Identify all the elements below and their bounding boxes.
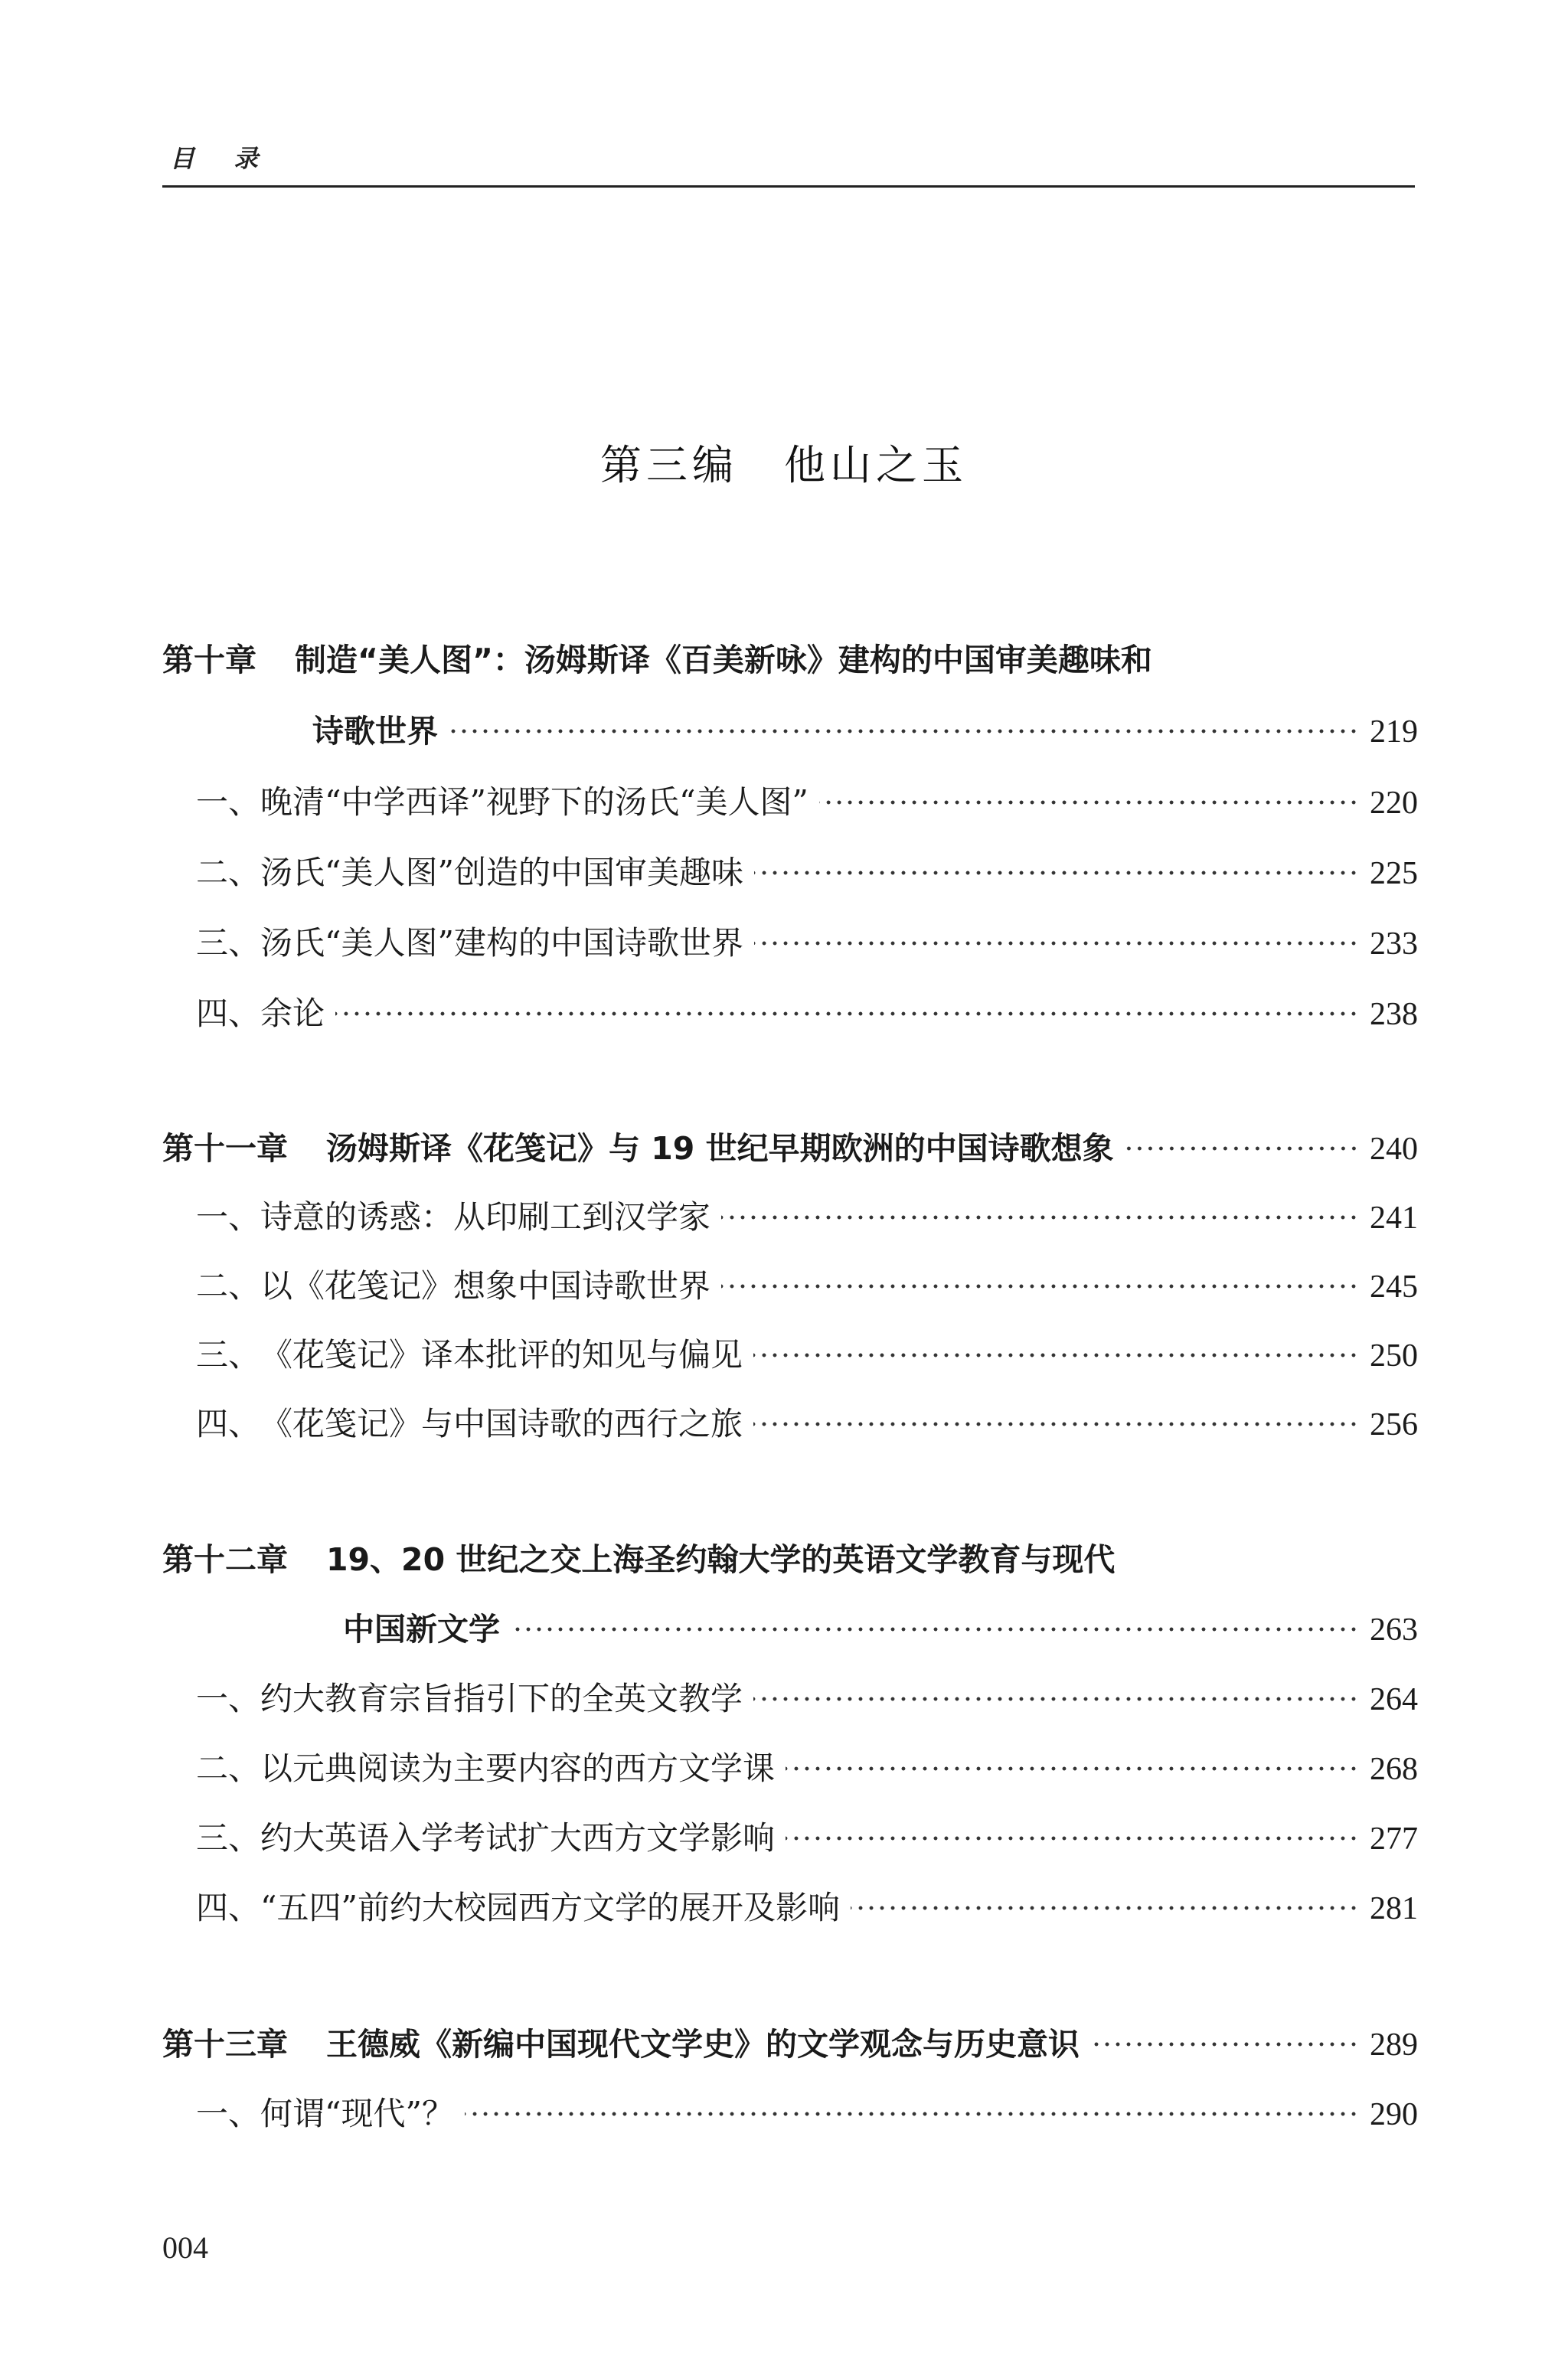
chapter-label: 第十一章 xyxy=(162,1130,288,1167)
page-ref: 225 xyxy=(1370,856,1418,891)
section-number: 三、 xyxy=(196,924,261,962)
toc-entry[interactable] xyxy=(162,2089,1418,2138)
chapter-label: 第十章 xyxy=(162,642,256,678)
toc-entry[interactable] xyxy=(162,848,1418,897)
chapter-title-cont: 中国新文学 xyxy=(343,1611,500,1648)
chapter-12-heading-cont[interactable] xyxy=(162,1605,1418,1654)
section-number: 一、 xyxy=(196,1680,261,1717)
chapter-10-heading[interactable] xyxy=(162,635,1418,684)
toc-entry[interactable] xyxy=(162,1744,1418,1793)
section-title: 以《花笺记》想象中国诗歌世界 xyxy=(260,1267,711,1305)
page-ref: 290 xyxy=(1370,2097,1418,2132)
dot-leader xyxy=(753,1415,1359,1433)
toc-entry[interactable] xyxy=(162,919,1418,968)
dot-leader xyxy=(819,793,1359,812)
section-title: 诗意的诱惑：从印刷工到汉学家 xyxy=(260,1198,711,1236)
page-ref: 277 xyxy=(1370,1821,1418,1857)
header-rule xyxy=(162,185,1415,188)
dot-leader xyxy=(754,934,1359,952)
toc-entry[interactable] xyxy=(162,989,1418,1038)
page-ref: 289 xyxy=(1370,2027,1418,2063)
dot-leader xyxy=(786,1829,1359,1847)
section-number: 四、 xyxy=(196,995,261,1032)
section-number: 二、 xyxy=(196,854,261,891)
toc-entry[interactable] xyxy=(162,1674,1418,1723)
section-title: 余论 xyxy=(260,995,325,1032)
section-title: 《花笺记》与中国诗歌的西行之旅 xyxy=(260,1405,743,1442)
section-number: 四、 xyxy=(196,1405,261,1442)
dot-leader xyxy=(721,1208,1359,1227)
page-ref: 240 xyxy=(1370,1132,1418,1167)
page-ref: 245 xyxy=(1370,1269,1418,1305)
page-ref: 238 xyxy=(1370,997,1418,1032)
page-ref: 268 xyxy=(1370,1752,1418,1787)
chapter-10-heading-cont[interactable] xyxy=(162,707,1418,756)
dot-leader xyxy=(465,2105,1359,2123)
page-number: 004 xyxy=(162,2230,208,2265)
section-number: 一、 xyxy=(196,2095,261,2132)
toc-entry[interactable] xyxy=(162,1883,1418,1932)
toc-entry[interactable] xyxy=(162,1331,1418,1380)
page-ref: 264 xyxy=(1370,1682,1418,1717)
page-ref: 256 xyxy=(1370,1407,1418,1442)
dot-leader xyxy=(754,864,1359,882)
dot-leader xyxy=(335,1005,1359,1023)
section-title: 汤氏“美人图”创造的中国审美趣味 xyxy=(260,854,743,891)
section-title: 何谓“现代”？ xyxy=(260,2095,454,2132)
dot-leader xyxy=(1125,1139,1359,1158)
chapter-label: 第十二章 xyxy=(162,1541,288,1578)
section-title: 约大英语入学考试扩大西方文学影响 xyxy=(260,1819,776,1857)
section-number: 四、 xyxy=(196,1889,261,1926)
section-title: “五四”前约大校园西方文学的展开及影响 xyxy=(260,1889,840,1926)
dot-leader xyxy=(721,1277,1359,1295)
section-number: 三、 xyxy=(196,1819,261,1857)
part-number: 第三编 xyxy=(600,441,738,489)
dot-leader xyxy=(753,1346,1359,1364)
section-number: 三、 xyxy=(196,1336,261,1374)
toc-entry[interactable] xyxy=(162,1814,1418,1863)
section-number: 一、 xyxy=(196,1198,261,1236)
running-header: 目 录 xyxy=(170,144,274,173)
chapter-13-heading[interactable] xyxy=(162,2020,1418,2069)
section-number: 二、 xyxy=(196,1267,261,1305)
chapter-title: 王德威《新编中国现代文学史》的文学观念与历史意识 xyxy=(326,2026,1080,2063)
chapter-12-heading[interactable] xyxy=(162,1535,1418,1584)
chapter-title: 汤姆斯译《花笺记》与 19 世纪早期欧洲的中国诗歌想象 xyxy=(326,1130,1114,1167)
toc-entry[interactable] xyxy=(162,1193,1418,1242)
chapter-title-cont: 诗歌世界 xyxy=(312,713,438,750)
toc-entry[interactable] xyxy=(162,1262,1418,1311)
part-name: 他山之玉 xyxy=(784,441,968,489)
dot-leader xyxy=(851,1899,1359,1917)
dot-leader xyxy=(1090,2035,1359,2053)
section-title: 约大教育宗旨指引下的全英文教学 xyxy=(260,1680,743,1717)
section-title: 晚清“中学西译”视野下的汤氏“美人图” xyxy=(260,783,808,821)
part-title xyxy=(0,433,1568,492)
chapter-title: 19、20 世纪之交上海圣约翰大学的英语文学教育与现代 xyxy=(326,1541,1116,1578)
section-title: 《花笺记》译本批评的知见与偏见 xyxy=(260,1336,743,1374)
dot-leader xyxy=(511,1620,1359,1638)
dot-leader xyxy=(449,722,1359,740)
section-number: 一、 xyxy=(196,783,261,821)
page-ref: 241 xyxy=(1370,1201,1418,1236)
chapter-11-heading[interactable] xyxy=(162,1124,1418,1173)
dot-leader xyxy=(753,1690,1359,1708)
dot-leader xyxy=(786,1759,1359,1778)
section-title: 以元典阅读为主要内容的西方文学课 xyxy=(260,1749,776,1787)
section-number: 二、 xyxy=(196,1749,261,1787)
page-ref: 263 xyxy=(1370,1612,1418,1648)
toc-entry[interactable] xyxy=(162,778,1418,827)
page-ref: 233 xyxy=(1370,926,1418,962)
section-title: 汤氏“美人图”建构的中国诗歌世界 xyxy=(260,924,743,962)
page-ref: 281 xyxy=(1370,1891,1418,1926)
chapter-title: 制造“美人图”：汤姆斯译《百美新咏》建构的中国审美趣味和 xyxy=(295,642,1152,678)
page-ref: 250 xyxy=(1370,1338,1418,1374)
chapter-label: 第十三章 xyxy=(162,2026,288,2063)
page-ref: 220 xyxy=(1370,786,1418,821)
page-ref: 219 xyxy=(1370,714,1418,750)
toc-entry[interactable] xyxy=(162,1400,1418,1449)
